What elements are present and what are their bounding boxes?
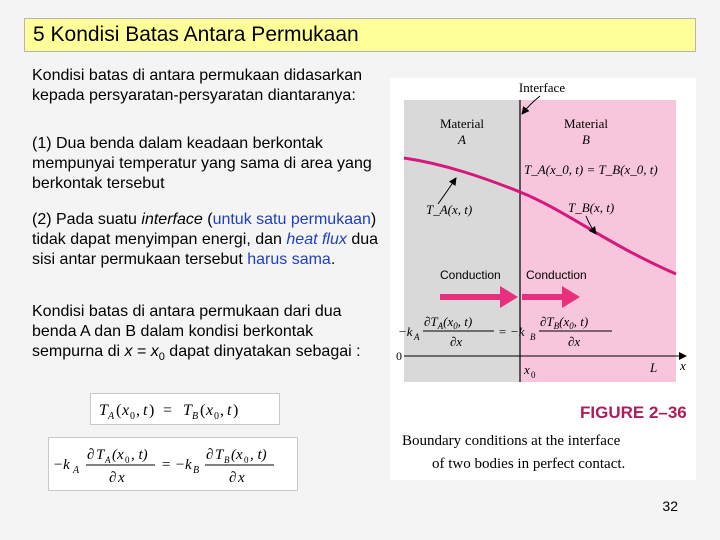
boundary-condition-diagram — [390, 78, 696, 480]
fig-sub-b: B — [530, 332, 536, 342]
eq2-zero-a: 0 — [125, 455, 130, 465]
eq1-close-paren-b: ) — [233, 402, 239, 419]
point-2-harus-sama: harus sama — [247, 251, 331, 268]
conclusion-paragraph — [32, 302, 388, 367]
point-2-paragraph — [32, 210, 388, 270]
eq2-partial-x-a: ∂ — [109, 470, 117, 486]
slide-title — [24, 18, 696, 52]
eq2-T-a: T — [96, 447, 105, 463]
figure-caption-line-1: Boundary conditions at the interface — [402, 433, 621, 449]
fig-denominator-b: ∂x — [568, 334, 581, 349]
axis-origin-label: 0 — [396, 349, 402, 363]
eq2-minus-k-a: −k — [53, 457, 70, 473]
eq1-x-a: x — [122, 402, 130, 419]
eq2-T-b: T — [215, 447, 224, 463]
equation-temperature-box — [90, 393, 280, 425]
figure-caption-title: FIGURE 2–36 — [580, 403, 687, 422]
conclusion-x: x — [124, 343, 133, 360]
page-number: 32 — [662, 498, 678, 514]
axis-x0-sub: 0 — [531, 370, 536, 380]
material-a-label: Material — [439, 116, 485, 131]
material-b-region — [520, 100, 676, 382]
eq2-sub-a: A — [73, 465, 80, 476]
eq2-x0-a: (x — [112, 447, 124, 463]
conduction-right-label: Conduction — [526, 268, 587, 282]
fig-denominator-a: ∂x — [450, 334, 463, 349]
eq2-t-b: , t) — [250, 447, 267, 463]
conclusion-text-1: Kondisi batas di antara permukaan dari dua benda A dan B dalam kondisi berkontak sempurna di — [32, 303, 342, 360]
eq2-sub-b: B — [193, 465, 200, 476]
conclusion-x0: x — [150, 343, 159, 360]
point-2-untuk-satu-permukaan: untuk satu permukaan — [212, 211, 371, 228]
eq1-zero-a: 0 — [130, 411, 135, 422]
point-2-text-7: dua sisi antar permukaan tersebut — [32, 231, 379, 268]
point-2-text-9: . — [330, 251, 336, 268]
eq2-partial-a: ∂ — [87, 447, 95, 463]
eq1-close-paren-a: ) — [149, 402, 155, 419]
point-2-heat-flux: heat flux — [286, 231, 347, 248]
material-b-letter: B — [582, 132, 590, 147]
fig-eq-minus-k-b: = −k — [498, 324, 525, 339]
fig-minus-k-a: −k — [398, 324, 413, 339]
intro-paragraph: Kondisi batas di antara permukaan didasarkan kepada persyaratan-persyaratan diantaranya: — [32, 67, 362, 104]
eq1-t-b: t — [227, 402, 232, 419]
material-a-letter: A — [458, 132, 466, 147]
eq1-T-b: T — [183, 402, 192, 419]
ta-label: T_A(x, t) — [426, 202, 473, 217]
title-text: 5 Kondisi Batas Antara Permukaan — [33, 23, 359, 46]
eq2-t-a: , t) — [131, 447, 148, 463]
eq2-T-sub-a: A — [105, 455, 111, 465]
point-2-interface: interface — [141, 211, 203, 228]
eq1-sub-b: B — [192, 411, 199, 422]
eq1-open-paren-a: ( — [116, 402, 122, 419]
eq2-partial-x-b: ∂ — [229, 470, 237, 486]
eq1-comma-a: , — [136, 402, 140, 419]
conclusion-text-6: dapat dinyatakan sebagai : — [164, 343, 361, 360]
eq2-T-sub-b: B — [224, 455, 230, 465]
material-b-label: Material — [563, 116, 609, 131]
eq1-sub-a: A — [108, 411, 115, 422]
eq1-zero-b: 0 — [214, 411, 219, 422]
eq2-zero-b: 0 — [244, 455, 249, 465]
equation-heat-flux — [49, 438, 297, 490]
axis-L-label: L — [650, 360, 658, 375]
axis-x0-label: x — [524, 362, 530, 377]
figure-2-36 — [390, 78, 696, 480]
point-2-text-5: ) tidak dapat menyimpan energi, dan — [32, 211, 377, 248]
fig-numerator-a: $\partial T_A(x_0$, t) — [424, 314, 473, 331]
conclusion-eq: = — [132, 343, 151, 360]
eq1-T-a: T — [99, 402, 108, 419]
axis-x-label: x — [680, 358, 686, 373]
eq2-eq-minus-k-b: = −k — [161, 457, 192, 473]
interface-label: Interface — [518, 80, 566, 95]
equation-temperature — [91, 394, 279, 424]
conclusion-x0-sub: 0 — [158, 351, 165, 364]
fig-sub-a: A — [414, 332, 420, 342]
point-2-text-3: ( — [202, 211, 213, 228]
eq1-t-a: t — [143, 402, 148, 419]
tb-label: T_B(x, t) — [568, 200, 615, 215]
eq2-x-b: x — [238, 470, 245, 486]
eq2-x0-b: (x — [231, 447, 243, 463]
eq2-partial-b: ∂ — [206, 447, 214, 463]
temperature-equality-label: T_A(x_0, t) = T_B(x_0, t) — [524, 162, 658, 177]
point-1-paragraph: (1) Dua benda dalam keadaan berkontak mempunyai temperatur yang sama di area yang berkontak tersebut — [32, 135, 372, 192]
equation-heat-flux-box — [48, 437, 298, 491]
conduction-left-label: Conduction — [440, 268, 501, 282]
eq1-comma-b: , — [220, 402, 224, 419]
point-2-text-1: (2) Pada suatu — [32, 211, 142, 228]
eq1-x-b: x — [206, 402, 214, 419]
fig-numerator-b: $\partial T_B(x_0$, t) — [540, 314, 589, 331]
eq2-x-a: x — [118, 470, 125, 486]
eq1-open-paren-b: ( — [200, 402, 206, 419]
figure-caption-line-2: of two bodies in perfect contact. — [432, 456, 626, 472]
eq1-equals: = — [163, 402, 173, 419]
